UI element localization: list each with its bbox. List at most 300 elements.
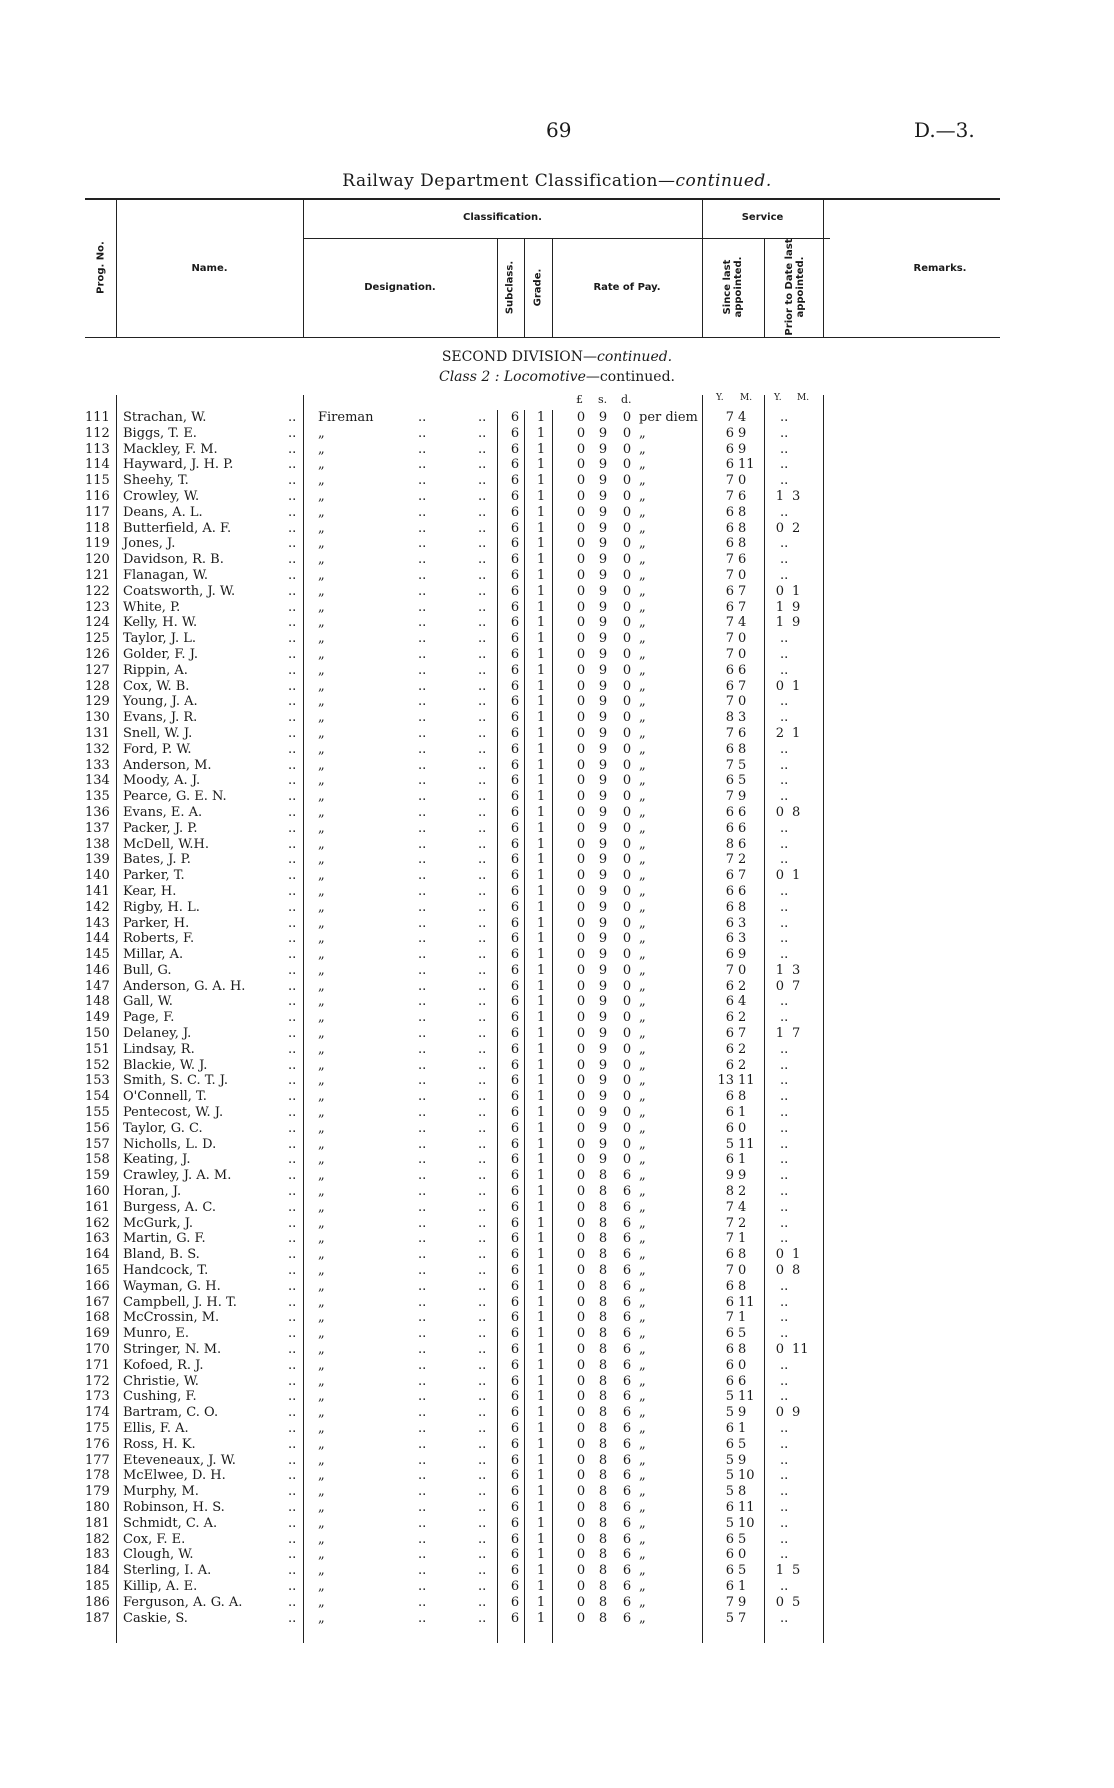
- prior-years: 0: [775, 1247, 784, 1263]
- prog-no: 171: [85, 1357, 110, 1373]
- designation: „: [318, 1452, 325, 1468]
- grade: 1: [536, 1089, 546, 1105]
- rate-pounds: 0: [576, 1010, 586, 1026]
- leader-dots: ..: [780, 457, 789, 473]
- prog-no: 181: [85, 1515, 110, 1531]
- rate-shillings: 8: [598, 1310, 608, 1326]
- leader-dots: ..: [780, 1136, 789, 1152]
- leader-dots: ..: [418, 947, 427, 963]
- table-row: [0, 694, 1114, 710]
- since-months: 6: [738, 820, 747, 836]
- leader-dots: ..: [780, 931, 789, 947]
- leader-dots: ..: [288, 1263, 297, 1279]
- rate-period: „: [639, 1578, 646, 1594]
- rate-pounds: 0: [576, 441, 586, 457]
- rate-pence: 0: [622, 678, 632, 694]
- prog-no: 168: [85, 1310, 110, 1326]
- leader-dots: ..: [288, 1294, 297, 1310]
- rate-period: „: [639, 1389, 646, 1405]
- leader-dots: ..: [418, 1278, 427, 1294]
- grade: 1: [536, 1357, 546, 1373]
- grade: 1: [536, 1152, 546, 1168]
- leader-dots: ..: [478, 741, 487, 757]
- since-years: 7: [725, 646, 734, 662]
- designation: „: [318, 1278, 325, 1294]
- rate-pence: 0: [622, 1105, 632, 1121]
- staff-name: Blackie, W. J.: [123, 1057, 208, 1073]
- leader-dots: ..: [478, 836, 487, 852]
- prior-years: 1: [775, 962, 784, 978]
- table-row: [0, 505, 1114, 521]
- rate-pence: 0: [622, 1073, 632, 1089]
- rate-pence: 0: [622, 883, 632, 899]
- since-months: 9: [738, 1405, 747, 1421]
- leader-dots: ..: [418, 520, 427, 536]
- leader-dots: ..: [780, 773, 789, 789]
- table-row: [0, 536, 1114, 552]
- rate-pounds: 0: [576, 1421, 586, 1436]
- since-years: 7: [725, 631, 734, 647]
- leader-dots: ..: [780, 1278, 789, 1294]
- subclass: 6: [510, 662, 520, 678]
- prior-months: 1: [792, 1247, 801, 1263]
- grade: 1: [536, 1105, 546, 1121]
- leader-dots: ..: [478, 552, 487, 568]
- designation: „: [318, 1342, 325, 1358]
- rate-shillings: 9: [598, 1152, 608, 1168]
- designation: „: [318, 741, 325, 757]
- subclass: 6: [510, 868, 520, 884]
- leader-dots: ..: [478, 868, 487, 884]
- subclass: 6: [510, 1563, 520, 1579]
- rate-pounds: 0: [576, 852, 586, 868]
- prog-no: 164: [85, 1247, 110, 1263]
- designation: „: [318, 694, 325, 710]
- table-row: [0, 615, 1114, 631]
- since-months: 1: [738, 1578, 747, 1594]
- leader-dots: ..: [478, 820, 487, 836]
- grade: 1: [536, 1515, 546, 1531]
- prog-no: 186: [85, 1594, 110, 1610]
- leader-dots: ..: [418, 678, 427, 694]
- rate-shillings: 9: [598, 757, 608, 773]
- staff-name: Martin, G. F.: [123, 1231, 206, 1247]
- title-main: Railway Department Classification—: [342, 171, 676, 191]
- rate-pounds: 0: [576, 836, 586, 852]
- table-row: [0, 726, 1114, 742]
- subclass: 6: [510, 1041, 520, 1057]
- rate-pounds: 0: [576, 504, 586, 520]
- rate-shillings: 8: [598, 1563, 608, 1579]
- rate-shillings: 8: [598, 1278, 608, 1294]
- designation: „: [318, 994, 325, 1010]
- leader-dots: ..: [478, 710, 487, 726]
- table-row: [0, 426, 1114, 442]
- subclass: 6: [510, 773, 520, 789]
- staff-name: Bartram, C. O.: [123, 1405, 219, 1421]
- rate-period: „: [639, 583, 646, 599]
- rate-period: „: [639, 536, 646, 552]
- designation: „: [318, 457, 325, 473]
- since-months: 0: [738, 631, 747, 647]
- leader-dots: ..: [288, 1342, 297, 1358]
- rate-period: „: [639, 1610, 646, 1626]
- subclass: 6: [510, 1263, 520, 1279]
- leader-dots: ..: [418, 1436, 427, 1452]
- since-years: 7: [725, 1215, 734, 1231]
- leader-dots: ..: [418, 1120, 427, 1136]
- rate-pence: 0: [622, 646, 632, 662]
- since-years: 5: [725, 1468, 734, 1484]
- leader-dots: ..: [478, 441, 487, 457]
- grade: 1: [536, 583, 546, 599]
- subclass: 6: [510, 1357, 520, 1373]
- table-row: [0, 1374, 1114, 1390]
- leader-dots: ..: [418, 1547, 427, 1563]
- designation: „: [318, 725, 325, 741]
- grade: 1: [536, 883, 546, 899]
- leader-dots: ..: [418, 883, 427, 899]
- rate-pence: 6: [622, 1531, 632, 1547]
- rate-period: „: [639, 789, 646, 805]
- since-months: 1: [738, 1310, 747, 1326]
- rate-period: „: [639, 567, 646, 583]
- prog-no: 130: [85, 710, 110, 726]
- leader-dots: ..: [288, 915, 297, 931]
- since-years: 7: [725, 615, 734, 631]
- prog-no: 126: [85, 646, 110, 662]
- staff-name: Snell, W. J.: [123, 725, 193, 741]
- table-row: [0, 631, 1114, 647]
- table-row: [0, 1579, 1114, 1595]
- leader-dots: ..: [478, 757, 487, 773]
- leader-dots: ..: [288, 694, 297, 710]
- leader-dots: ..: [418, 710, 427, 726]
- rate-shillings: 9: [598, 457, 608, 473]
- table-row: [0, 1358, 1114, 1374]
- since-years: 5: [725, 1452, 734, 1468]
- rate-pence: 0: [622, 1089, 632, 1105]
- subclass: 6: [510, 567, 520, 583]
- grade: 1: [536, 1168, 546, 1184]
- grade: 1: [536, 978, 546, 994]
- grade: 1: [536, 473, 546, 489]
- prior-years: 2: [775, 725, 784, 741]
- rate-shillings: 9: [598, 931, 608, 947]
- table-row: [0, 1326, 1114, 1342]
- table-row: [0, 1295, 1114, 1311]
- leader-dots: ..: [418, 1326, 427, 1342]
- table-row: [0, 773, 1114, 789]
- staff-name: Strachan, W.: [123, 410, 207, 425]
- grade: 1: [536, 710, 546, 726]
- staff-name: Bland, B. S.: [123, 1247, 200, 1263]
- rate-pounds: 0: [576, 1342, 586, 1358]
- staff-name: Mackley, F. M.: [123, 441, 218, 457]
- staff-name: Page, F.: [123, 1010, 175, 1026]
- rate-pence: 6: [622, 1563, 632, 1579]
- leader-dots: ..: [780, 710, 789, 726]
- rate-period: „: [639, 473, 646, 489]
- section-division: [0, 349, 1114, 365]
- page-number: 69: [546, 118, 572, 142]
- leader-dots: ..: [780, 631, 789, 647]
- prior-months: 2: [792, 520, 801, 536]
- rate-pence: 6: [622, 1405, 632, 1421]
- table-row: [0, 821, 1114, 837]
- leader-dots: ..: [780, 994, 789, 1010]
- grade: 1: [536, 599, 546, 615]
- rate-period: „: [639, 1499, 646, 1515]
- since-years: 7: [725, 1310, 734, 1326]
- prior-years: 0: [775, 1405, 784, 1421]
- leader-dots: ..: [780, 1547, 789, 1563]
- rate-pence: 6: [622, 1168, 632, 1184]
- rate-shillings: 8: [598, 1531, 608, 1547]
- table-row: [0, 489, 1114, 505]
- table-row: [0, 1405, 1114, 1421]
- grade: 1: [536, 694, 546, 710]
- leader-dots: ..: [288, 599, 297, 615]
- rate-pounds: 0: [576, 1610, 586, 1626]
- leader-dots: ..: [780, 1484, 789, 1500]
- since-months: 3: [738, 931, 747, 947]
- since-years: 6: [725, 1578, 734, 1594]
- rate-pounds: 0: [576, 1120, 586, 1136]
- leader-dots: ..: [780, 1120, 789, 1136]
- leader-dots: ..: [418, 583, 427, 599]
- leader-dots: ..: [418, 646, 427, 662]
- subclass: 6: [510, 678, 520, 694]
- rate-period: „: [639, 615, 646, 631]
- grade: 1: [536, 441, 546, 457]
- grade: 1: [536, 1405, 546, 1421]
- grade: 1: [536, 425, 546, 441]
- leader-dots: ..: [478, 1278, 487, 1294]
- prog-no: 117: [85, 504, 110, 520]
- rate-pounds: 0: [576, 1547, 586, 1563]
- since-years: 6: [725, 1105, 734, 1121]
- designation: „: [318, 1041, 325, 1057]
- leader-dots: ..: [780, 1057, 789, 1073]
- designation: „: [318, 1468, 325, 1484]
- staff-name: McCrossin, M.: [123, 1310, 220, 1326]
- grade: 1: [536, 1452, 546, 1468]
- rate-pounds: 0: [576, 473, 586, 489]
- rate-period: „: [639, 488, 646, 504]
- designation: „: [318, 1547, 325, 1563]
- leader-dots: ..: [288, 1515, 297, 1531]
- subclass: 6: [510, 599, 520, 615]
- subclass: 6: [510, 1578, 520, 1594]
- staff-name: Roberts, F.: [123, 931, 195, 947]
- prior-months: 5: [792, 1563, 801, 1579]
- subclass: 6: [510, 1168, 520, 1184]
- designation: „: [318, 804, 325, 820]
- leader-dots: ..: [288, 425, 297, 441]
- leader-dots: ..: [288, 931, 297, 947]
- leader-dots: ..: [478, 457, 487, 473]
- leader-dots: ..: [288, 773, 297, 789]
- prior-years: 0: [775, 1263, 784, 1279]
- rate-pounds: 0: [576, 1278, 586, 1294]
- prog-no: 154: [85, 1089, 110, 1105]
- leader-dots: ..: [478, 1310, 487, 1326]
- grade: 1: [536, 915, 546, 931]
- prog-no: 153: [85, 1073, 110, 1089]
- since-months: 4: [738, 1199, 747, 1215]
- grade: 1: [536, 931, 546, 947]
- rate-pence: 6: [622, 1373, 632, 1389]
- table-row: [0, 837, 1114, 853]
- section-class: [0, 369, 1114, 385]
- rate-pounds: 0: [576, 662, 586, 678]
- subclass: 6: [510, 1057, 520, 1073]
- leader-dots: ..: [418, 1373, 427, 1389]
- since-months: 9: [738, 1452, 747, 1468]
- since-months: 8: [738, 1342, 747, 1358]
- staff-name: Ford, P. W.: [123, 741, 192, 757]
- designation: „: [318, 1057, 325, 1073]
- rate-pence: 0: [622, 1010, 632, 1026]
- rate-pounds: 0: [576, 1452, 586, 1468]
- header-subclass: Subclass.: [504, 260, 516, 315]
- leader-dots: ..: [478, 425, 487, 441]
- rate-pence: 0: [622, 488, 632, 504]
- staff-name: Kofoed, R. J.: [123, 1357, 204, 1373]
- staff-name: Rippin, A.: [123, 662, 188, 678]
- table-row: [0, 916, 1114, 932]
- since-months: 2: [738, 1041, 747, 1057]
- leader-dots: ..: [288, 678, 297, 694]
- class-label: Class 2 :: [438, 369, 500, 385]
- staff-name: Pearce, G. E. N.: [123, 789, 227, 805]
- leader-dots: ..: [780, 852, 789, 868]
- rate-shillings: 9: [598, 488, 608, 504]
- staff-name: Rigby, H. L.: [123, 899, 200, 915]
- subclass: 6: [510, 1215, 520, 1231]
- grade: 1: [536, 1531, 546, 1547]
- rate-shillings: 9: [598, 504, 608, 520]
- since-years: 6: [725, 678, 734, 694]
- since-years: 6: [725, 441, 734, 457]
- leader-dots: ..: [478, 678, 487, 694]
- rate-period: „: [639, 899, 646, 915]
- staff-name: McDell, W.H.: [123, 836, 209, 852]
- since-years: 6: [725, 947, 734, 963]
- since-months: 8: [738, 536, 747, 552]
- rate-pence: 0: [622, 978, 632, 994]
- rate-pence: 6: [622, 1263, 632, 1279]
- rate-pence: 6: [622, 1199, 632, 1215]
- rate-pence: 0: [622, 1057, 632, 1073]
- rate-pence: 0: [622, 694, 632, 710]
- rate-period: „: [639, 773, 646, 789]
- prog-no: 187: [85, 1610, 110, 1626]
- subclass: 6: [510, 883, 520, 899]
- leader-dots: ..: [288, 710, 297, 726]
- since-months: 8: [738, 1278, 747, 1294]
- leader-dots: ..: [288, 1357, 297, 1373]
- rate-period: „: [639, 1073, 646, 1089]
- leader-dots: ..: [288, 1563, 297, 1579]
- subclass: 6: [510, 583, 520, 599]
- staff-name: White, P.: [123, 599, 181, 615]
- leader-dots: ..: [418, 1405, 427, 1421]
- table-row: [0, 1389, 1114, 1405]
- rate-pounds: 0: [576, 1515, 586, 1531]
- leader-dots: ..: [418, 773, 427, 789]
- rate-pence: 6: [622, 1547, 632, 1563]
- grade: 1: [536, 1294, 546, 1310]
- rate-pounds: 0: [576, 646, 586, 662]
- subclass: 6: [510, 757, 520, 773]
- designation: „: [318, 473, 325, 489]
- leader-dots: ..: [478, 1405, 487, 1421]
- since-years: 8: [725, 1184, 734, 1200]
- since-months: 5: [738, 773, 747, 789]
- since-months: 7: [738, 583, 747, 599]
- leader-dots: ..: [418, 725, 427, 741]
- leader-dots: ..: [478, 1531, 487, 1547]
- subclass: 6: [510, 1468, 520, 1484]
- since-months: 9: [738, 441, 747, 457]
- table-row: [0, 1279, 1114, 1295]
- prog-no: 156: [85, 1120, 110, 1136]
- document-reference: D.—3.: [914, 118, 975, 142]
- grade: 1: [536, 646, 546, 662]
- leader-dots: ..: [478, 1263, 487, 1279]
- rate-pounds: 0: [576, 1294, 586, 1310]
- leader-dots: ..: [478, 962, 487, 978]
- leader-dots: ..: [288, 1136, 297, 1152]
- rate-pounds: 0: [576, 1389, 586, 1405]
- leader-dots: ..: [478, 1342, 487, 1358]
- staff-name: Anderson, M.: [123, 757, 212, 773]
- rate-shillings: 9: [598, 1120, 608, 1136]
- subclass: 6: [510, 836, 520, 852]
- since-months: 9: [738, 947, 747, 963]
- rate-pence: 0: [622, 567, 632, 583]
- since-months: 9: [738, 789, 747, 805]
- subclass: 6: [510, 852, 520, 868]
- leader-dots: ..: [780, 1152, 789, 1168]
- leader-dots: ..: [288, 1373, 297, 1389]
- rate-period: „: [639, 852, 646, 868]
- subclass: 6: [510, 1310, 520, 1326]
- table-row: [0, 1042, 1114, 1058]
- since-months: 6: [738, 836, 747, 852]
- table-row: [0, 900, 1114, 916]
- staff-name: Kear, H.: [123, 883, 177, 899]
- staff-name: Handcock, T.: [123, 1263, 209, 1279]
- leader-dots: ..: [478, 1089, 487, 1105]
- since-years: 6: [725, 899, 734, 915]
- leader-dots: ..: [780, 1231, 789, 1247]
- since-years: 5: [725, 1389, 734, 1405]
- rate-shillings: 9: [598, 520, 608, 536]
- leader-dots: ..: [780, 1073, 789, 1089]
- rate-pounds: 0: [576, 1136, 586, 1152]
- rate-period: „: [639, 631, 646, 647]
- prog-no: 144: [85, 931, 110, 947]
- leader-dots: ..: [478, 1547, 487, 1563]
- leader-dots: ..: [288, 1326, 297, 1342]
- rate-pence: 6: [622, 1515, 632, 1531]
- leader-dots: ..: [478, 473, 487, 489]
- since-years: 8: [725, 836, 734, 852]
- staff-name: Young, J. A.: [123, 694, 198, 710]
